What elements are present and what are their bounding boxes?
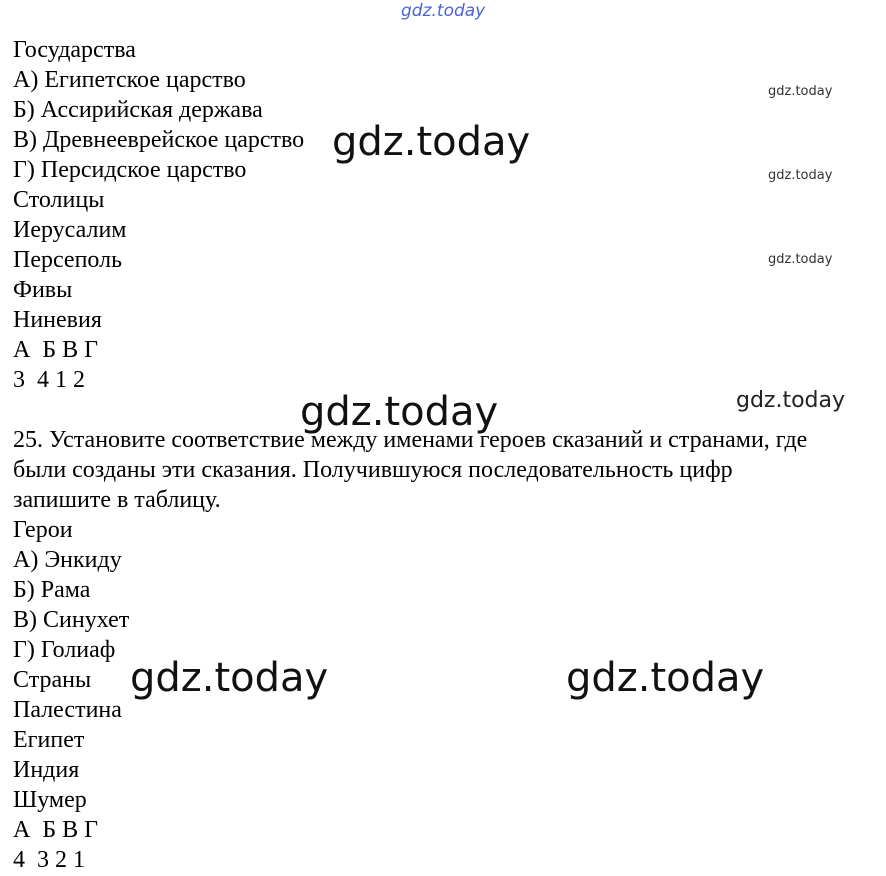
capital-item: Иерусалим [13,217,127,243]
country-item: Палестина [13,697,122,723]
state-item: В) Древнееврейское царство [13,127,305,153]
hero-item: В) Синухет [13,607,130,633]
watermark-large: gdz.today [566,655,765,701]
country-item: Египет [13,727,85,753]
capital-item: Персеполь [13,247,123,273]
state-item: А) Египетское царство [13,67,246,93]
answer-letters-2: А Б В Г [13,817,98,843]
question-25-line-3: запишите в таблицу. [13,487,221,513]
country-item: Индия [13,757,80,783]
capital-item: Ниневия [13,307,102,333]
answer-digits-1: 3 4 1 2 [13,367,85,393]
answer-letters-1: А Б В Г [13,337,98,363]
states-header: Государства [13,37,136,63]
watermark-large: gdz.today [300,389,499,435]
watermark-large: gdz.today [130,655,329,701]
watermark-small: gdz.today [768,84,833,99]
watermark-top: gdz.today [401,1,486,21]
state-item: Г) Персидское царство [13,157,247,183]
state-item: Б) Ассирийская держава [13,97,263,123]
countries-header: Страны [13,667,92,693]
question-25-line-2: были созданы эти сказания. Получившуюся последовательность цифр [13,457,733,483]
heroes-header: Герои [13,517,73,543]
watermark-large: gdz.today [332,119,531,165]
capital-item: Фивы [13,277,73,303]
watermark-medium: gdz.today [736,388,846,413]
capitals-header: Столицы [13,187,105,213]
answer-digits-2: 4 3 2 1 [13,847,85,873]
watermark-small: gdz.today [768,168,833,183]
country-item: Шумер [13,787,87,813]
hero-item: А) Энкиду [13,547,122,573]
hero-item: Б) Рама [13,577,91,603]
watermark-small: gdz.today [768,252,833,267]
hero-item: Г) Голиаф [13,637,116,663]
question-25-line-1: 25. Установите соответствие между именами героев сказаний и странами, где [13,427,808,453]
